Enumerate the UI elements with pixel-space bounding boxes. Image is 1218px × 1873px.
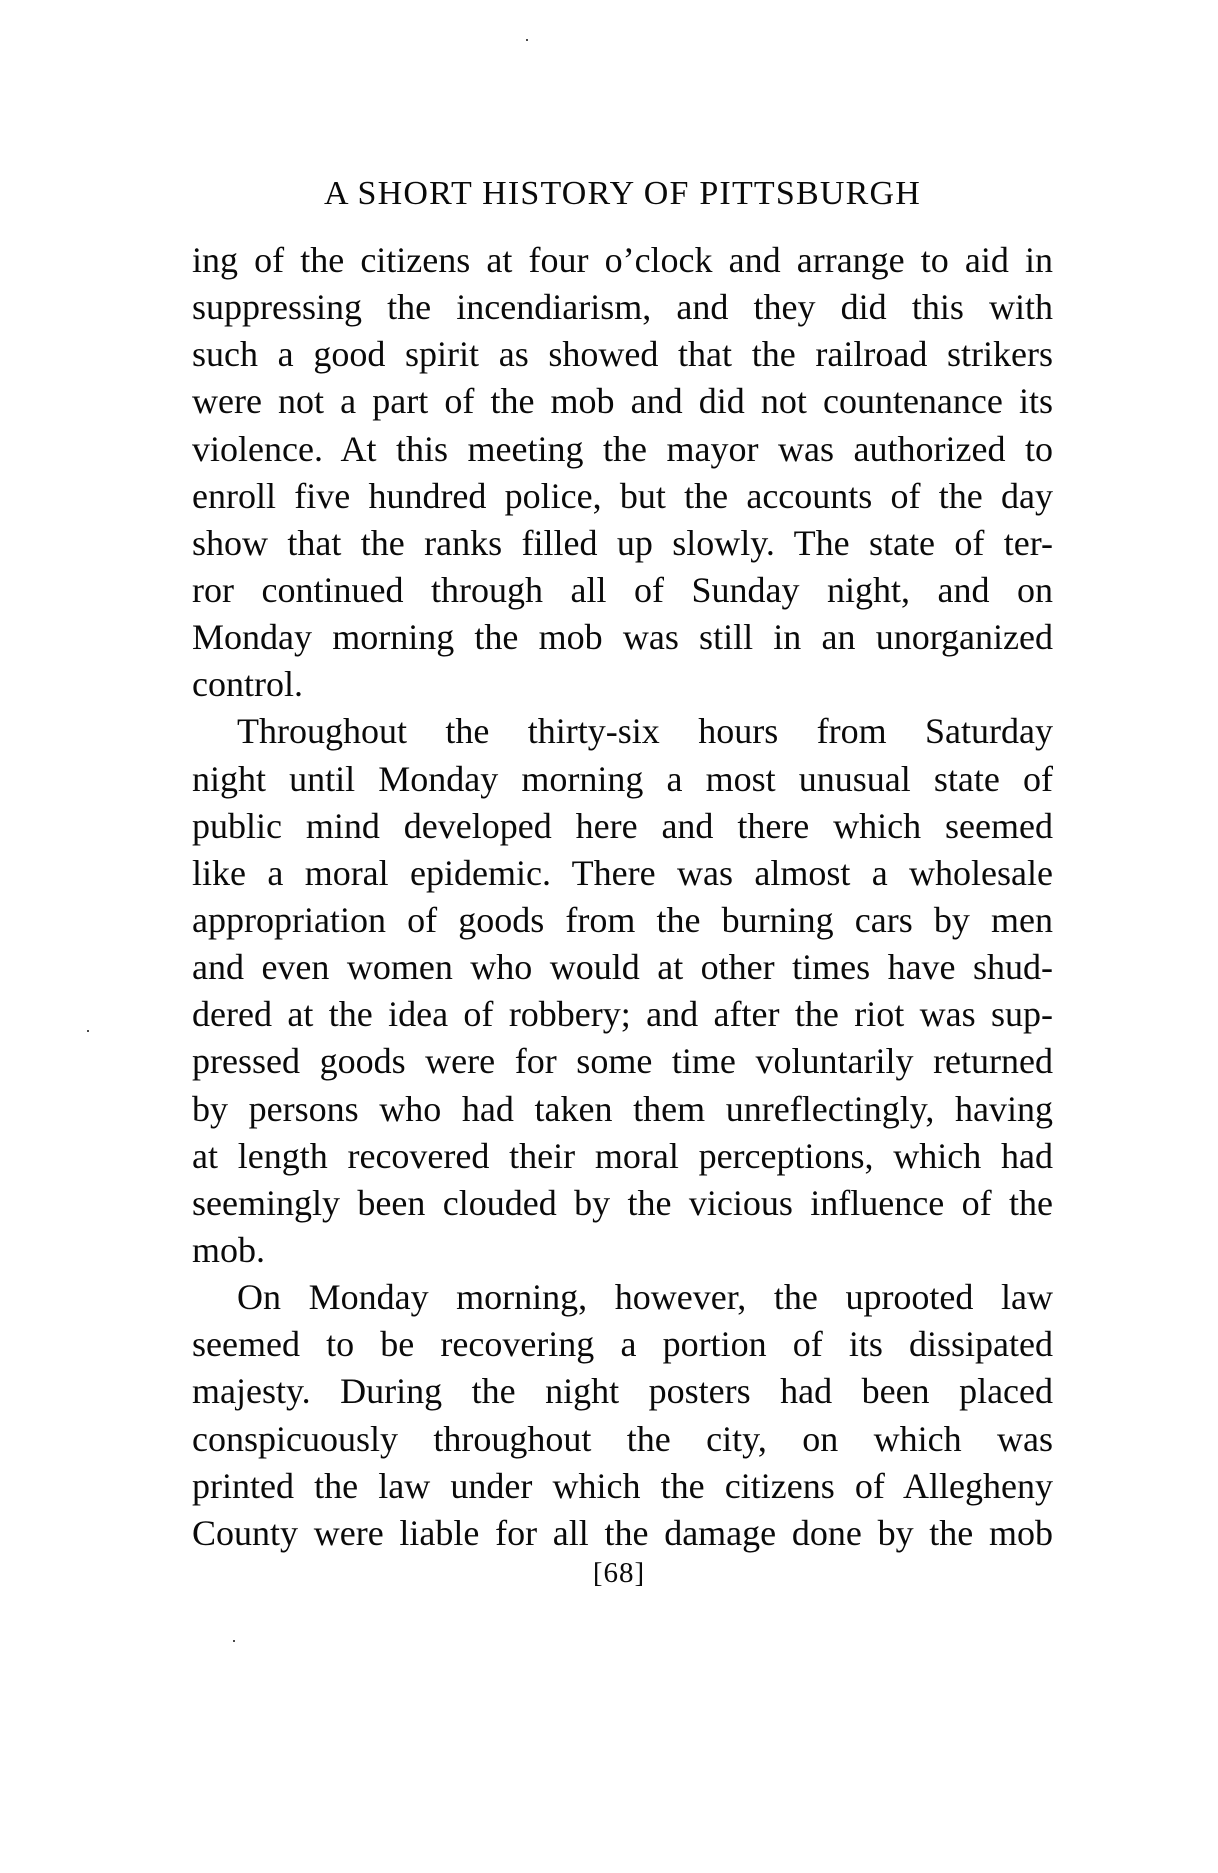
text-line: ing of the citizens at four o’clock and arrange to aid in [192, 240, 1053, 280]
text-line: at length recovered their moral perceptions, which had [192, 1135, 1053, 1176]
text-line: show that the ranks filled up slowly. The state of ter- [192, 522, 1053, 563]
text-line: Monday morning the mob was still in an unorganized [192, 617, 1053, 658]
text-line: On Monday morning, however, the uprooted law [237, 1277, 1053, 1318]
text-line: seemed to be recovering a portion of its dissipated [192, 1324, 1053, 1365]
paragraph-1 [192, 237, 1053, 708]
text-line: night until Monday morning a most unusual state of [192, 758, 1053, 799]
text-line: mob. [192, 1229, 266, 1270]
text-line: dered at the idea of robbery; and after the riot was sup- [192, 994, 1053, 1035]
running-head: A SHORT HISTORY OF PITTSBURGH [323, 175, 922, 212]
body-text [192, 237, 1053, 1557]
text-line: conspicuously throughout the city, on which was [192, 1418, 1053, 1459]
text-line: public mind developed here and there which seemed [192, 805, 1053, 846]
paragraph-2 [192, 708, 1053, 1274]
text-line: seemingly been clouded by the vicious influence of the [192, 1182, 1053, 1223]
text-line: by persons who had taken them unreflectingly, having [192, 1088, 1053, 1129]
text-line: violence. At this meeting the mayor was authorized to [192, 428, 1053, 469]
text-line: ror continued through all of Sunday night, and on [192, 569, 1053, 610]
scan-speck [87, 1030, 89, 1032]
text-line: appropriation of goods from the burning cars by men [192, 899, 1053, 940]
text-line: such a good spirit as showed that the railroad strikers [192, 334, 1053, 375]
text-line: Throughout the thirty-six hours from Saturday [237, 711, 1053, 752]
text-line: majesty. During the night posters had been placed [192, 1371, 1053, 1412]
text-line: printed the law under which the citizens of Allegheny [192, 1465, 1053, 1506]
scan-speck [233, 1640, 235, 1642]
text-line: and even women who would at other times have shud- [192, 947, 1053, 988]
page-number: [68] [592, 1557, 646, 1589]
paragraph-3 [192, 1274, 1053, 1557]
text-line: County were liable for all the damage done by the mob [192, 1512, 1053, 1553]
text-line: were not a part of the mob and did not countenance its [192, 381, 1053, 422]
text-line: pressed goods were for some time voluntarily returned [192, 1041, 1053, 1082]
text-line: enroll five hundred police, but the accounts of the day [192, 475, 1053, 516]
text-line: control. [192, 664, 303, 705]
text-line: like a moral epidemic. There was almost a wholesale [192, 852, 1053, 893]
text-line: suppressing the incendiarism, and they did this with [192, 287, 1053, 328]
scan-speck [526, 39, 528, 41]
